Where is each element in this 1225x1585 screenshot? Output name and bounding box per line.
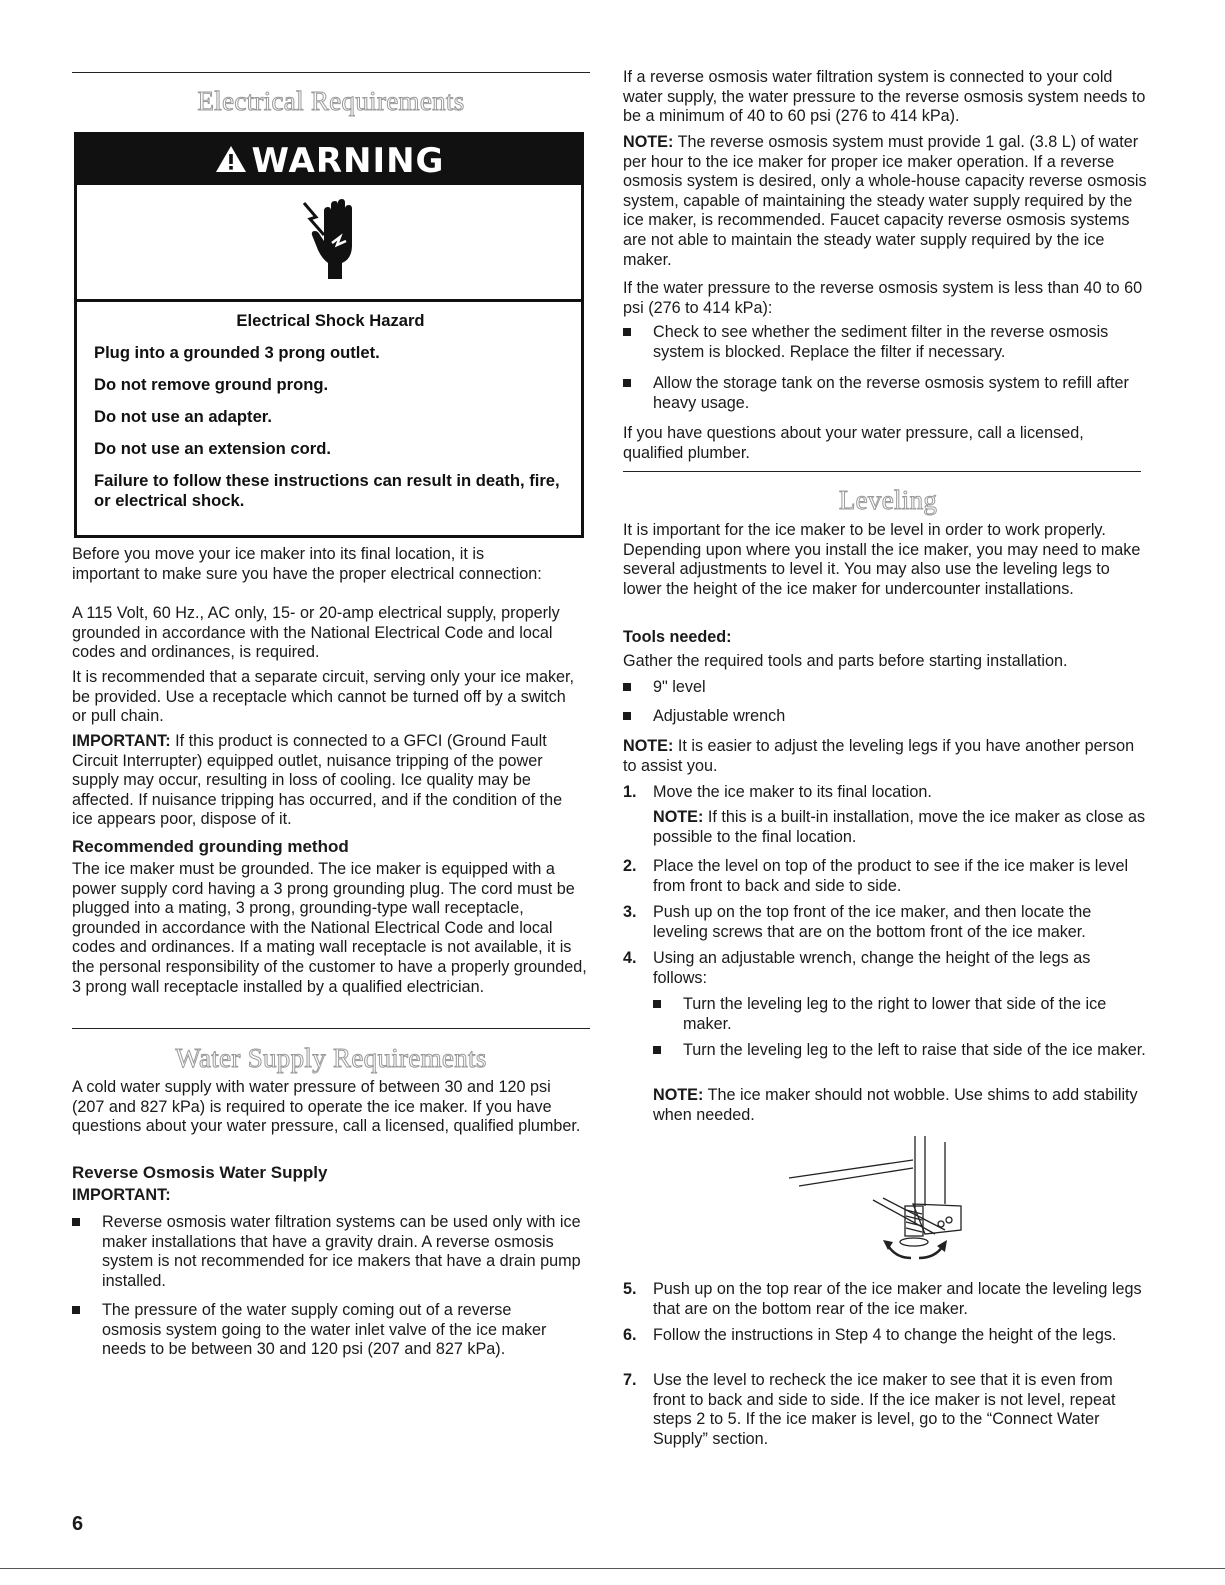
- step-item: [623, 903, 1148, 942]
- grounding-text: The ice maker must be grounded. The ice maker is equipped with a power supply cord having a 3 prong grounding plug. The cord must be plugged into a mating, 3 prong, grounding-type wall receptacle, grounded in accordance with the National Electrical Code and local codes and ordinances. If a mating wall receptacle is not available, it is the personal responsibility of the customer to have a properly grounded, 3 prong wall receptacle installed by a qualified electrician.: [72, 860, 587, 996]
- step-text: Move the ice maker to its final location.: [653, 783, 932, 801]
- footer-rule: [0, 1568, 1225, 1569]
- step-number: 4.: [623, 949, 637, 967]
- note-label: NOTE:: [653, 1086, 704, 1104]
- ro-note: [623, 133, 1148, 270]
- ro-pressure-text: If a reverse osmosis water filtration system is connected to your cold water supply, the water pressure to the reverse osmosis system needs to be a minimum of 40 to 60 psi (276 to 414 kPa).: [623, 68, 1146, 126]
- list-item: Turn the leveling leg to the left to raise that side of the ice maker.: [653, 1041, 1148, 1061]
- leveling-intro: It is important for the ice maker to be level in order to work properly. Depending upon where you install the ice maker, you may need to make several adjustments to level it. You may also use the leveling legs to lower the height of the ice maker for undercounter installations.: [623, 521, 1141, 598]
- electric-shock-hand-icon: [302, 197, 362, 283]
- note-text: If this is a built-in installation, move the ice maker as close as possible to the final location.: [653, 808, 1146, 846]
- warning-header: [77, 135, 581, 185]
- step-number: 3.: [623, 903, 637, 921]
- ro-low-pressure: If the water pressure to the reverse osmosis system is less than 40 to 60 psi (276 to 414 kPa):: [623, 279, 1143, 317]
- step-text: Place the level on top of the product to see if the ice maker is level from front to back and side to side.: [653, 857, 1129, 895]
- step-number: 2.: [623, 857, 637, 875]
- electrical-supply: A 115 Volt, 60 Hz., AC only, 15- or 20-amp electrical supply, properly grounded in accordance with the National Electrical Code and local codes and ordinances, is required.: [72, 604, 560, 662]
- step-text: Using an adjustable wrench, change the height of the legs as follows:: [653, 949, 1091, 987]
- page-number: 6: [72, 1513, 84, 1535]
- step-note: [653, 1086, 1143, 1125]
- important-text: If this product is connected to a GFCI (Ground Fault Circuit Interrupter) equipped outlet, nuisance tripping of the power supply may occur, resulting in loss of cooling. Ice quality may be affected. If nuisance tripping has occurred, and if the condition of the ice appears poor, dispose of it.: [72, 732, 563, 829]
- section-title-leveling: Leveling: [838, 485, 938, 515]
- ro-questions: If you have questions about your water pressure, call a licensed, qualified plumber.: [623, 424, 1084, 462]
- note-text: It is easier to adjust the leveling legs if you have another person to assist you.: [623, 737, 1135, 775]
- step-item: [623, 783, 1153, 803]
- electrical-intro: Before you move your ice maker into its final location, it is important to make sure you have the proper electrical connection:: [72, 545, 542, 583]
- step-text: Use the level to recheck the ice maker to see that it is even from front to back and side to side. If the ice maker is not level, repeat steps 2 to 5. If the ice maker is level, go to the “Connect Water Supply” section.: [653, 1371, 1116, 1448]
- water-intro: A cold water supply with water pressure of between 30 and 120 psi (207 and 827 kPa) is required to operate the ice maker. If you have questions about your water pressure, call a licensed, qualified plumber.: [72, 1078, 581, 1136]
- step-note: [653, 808, 1148, 847]
- step-item: [623, 949, 1148, 988]
- list-item: Adjustable wrench: [623, 707, 1123, 727]
- tools-title: Tools needed:: [623, 628, 732, 646]
- warning-triangle-icon: [214, 137, 248, 189]
- step-text: Follow the instructions in Step 4 to change the height of the legs.: [653, 1326, 1117, 1344]
- list-item: 9" level: [623, 678, 1123, 698]
- note-text: The reverse osmosis system must provide 1 gal. (3.8 L) of water per hour to the ice maker for proper ice maker operation. If a reverse osmosis system is desired, only a whole-house capacity reverse osmosis system, capable of maintaining the steady water supply required by the ice maker, is recommended. Faucet capacity reverse osmosis systems are not able to maintain the steady water supply required by the ice maker.: [623, 133, 1147, 269]
- grounding-title: Recommended grounding method: [72, 837, 349, 856]
- list-item: Check to see whether the sediment filter in the reverse osmosis system is blocked. Replace the filter if necessary.: [623, 323, 1123, 362]
- list-item: The pressure of the water supply coming out of a reverse osmosis system going to the water inlet valve of the ice maker needs to be between 30 and 120 psi (207 and 827 kPa).: [72, 1301, 572, 1360]
- section-title-water-supply: Water Supply Requirements: [175, 1043, 487, 1073]
- list-item: Turn the leveling leg to the right to lower that side of the ice maker.: [653, 995, 1148, 1034]
- warning-divider: [77, 299, 581, 302]
- important-label: IMPORTANT:: [72, 732, 171, 750]
- step-number: 7.: [623, 1371, 637, 1389]
- leveling-leg-illustration: [785, 1134, 980, 1264]
- warning-hazard-title: Electrical Shock Hazard: [236, 311, 425, 330]
- step-item: [623, 1371, 1148, 1449]
- step-text: Push up on the top rear of the ice maker and locate the leveling legs that are on the bottom rear of the ice maker.: [653, 1280, 1142, 1318]
- warning-line: Do not remove ground prong.: [94, 375, 329, 394]
- warning-heading: WARNING: [251, 141, 445, 181]
- step-item: [623, 857, 1148, 896]
- section-rule: [72, 1028, 590, 1029]
- tools-intro: Gather the required tools and parts before starting installation.: [623, 652, 1068, 670]
- leveling-note: [623, 737, 1148, 776]
- warning-line: Do not use an adapter.: [94, 407, 272, 426]
- warning-line: Plug into a grounded 3 prong outlet.: [94, 343, 380, 362]
- list-item: Reverse osmosis water filtration systems can be used only with ice maker installations that have a gravity drain. A reverse osmosis system is not recommended for ice makers that have a drain pump installed.: [72, 1213, 582, 1291]
- warning-line: Do not use an extension cord.: [94, 439, 331, 458]
- step-item: [623, 1326, 1148, 1346]
- important-heading: IMPORTANT:: [72, 1186, 171, 1204]
- list-item: Allow the storage tank on the reverse osmosis system to refill after heavy usage.: [623, 374, 1143, 413]
- note-text: The ice maker should not wobble. Use shims to add stability when needed.: [653, 1086, 1138, 1124]
- note-label: NOTE:: [623, 133, 674, 151]
- step-number: 6.: [623, 1326, 637, 1344]
- step-item: [623, 1280, 1148, 1319]
- electrical-circuit: It is recommended that a separate circuit, serving only your ice maker, be provided. Use a receptacle which cannot be turned off by a switch or pull chain.: [72, 668, 575, 726]
- warning-line: Failure to follow these instructions can result in death, fire, or electrical shock.: [94, 471, 560, 510]
- section-rule: [72, 72, 590, 73]
- step-text: Push up on the top front of the ice maker, and then locate the leveling screws that are on the bottom front of the ice maker.: [653, 903, 1092, 941]
- section-rule: [623, 471, 1141, 472]
- section-title-electrical: Electrical Requirements: [197, 86, 465, 116]
- warning-box: [74, 132, 584, 538]
- note-label: NOTE:: [653, 808, 704, 826]
- note-label: NOTE:: [623, 737, 674, 755]
- electrical-important: [72, 732, 587, 830]
- reverse-osmosis-title: Reverse Osmosis Water Supply: [72, 1163, 328, 1182]
- step-number: 1.: [623, 783, 637, 801]
- step-number: 5.: [623, 1280, 637, 1298]
